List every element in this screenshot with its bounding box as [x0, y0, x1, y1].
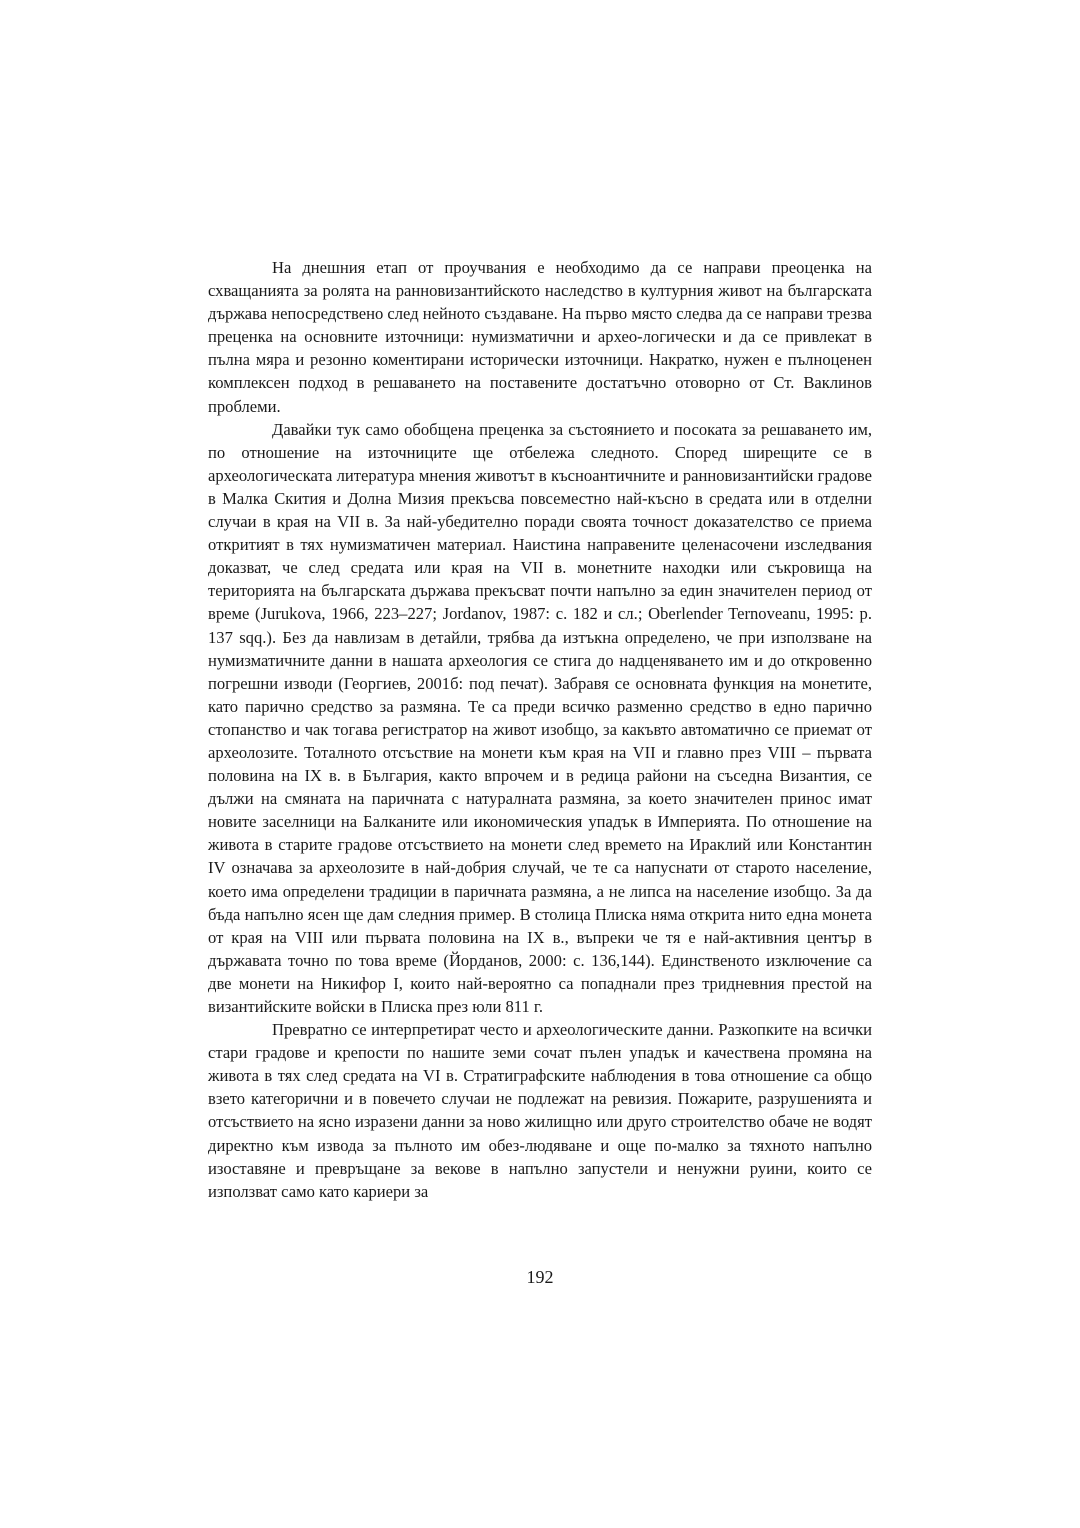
paragraph-3: Превратно се интерпретират често и археологическите данни. Разкопките на всички стари градове и крепости по нашите земи сочат пълен упадък и качествена промяна на живота в тях след средата на VI в. Стратиграфските наблюдения в това отношение са общо взето категорични и в повечето случаи не подлежат на ревизия. Пожарите, разрушенията и отсъствието на ясно изразени данни за ново жилищно или друго строителство обаче не водят директно към извода за пълното им обез-людяване и още по-малко за тяхното напълно изоставяне и превръщане за векове в напълно запустели и ненужни руини, които се използват само като кариери за — [208, 1020, 872, 1201]
body-text — [208, 256, 872, 1203]
page-number: 192 — [526, 1267, 554, 1287]
paragraph-2: Давайки тук само обобщена преценка за състоянието и посоката за решаването им, по отношение на източниците ще отбележа следното. Според ширещите се в археологическата литература мнения животът в късноантичните и ранновизантийски градове в Малка Скития и Долна Мизия прекъсва повсеместно най-късно в средата или в отделни случаи в края на VII в. За най-убедително поради своята точност доказателство се приема откритият в тях нумизматичен материал. Наистина направените целенасочени изследвания доказват, че след средата или края на VII в. монетните находки или съкровища на територията на българската държава прекъсват почти напълно за един значителен период от време (Jurukova, 1966, 223–227; Jordanov, 1987: с. 182 и сл.; Oberlender Ternoveanu, 1995: p. 137 sqq.). Без да навлизам в детайли, трябва да изтъкна определено, че при използване на нумизматичните данни в нашата археология се стига до надценяването им и до откровенно погрешни изводи (Георгиев, 2001б: под печат). Забравя се основната функция на монетите, като парично средство за размяна. Те са преди всичко разменно средство в едно парично стопанство и чак тогава регистратор на живот изобщо, за какъвто автоматично се приемат от археолозите. Тоталното отсъствие на монети към края на VII и главно през VIII – първата половина на IX в. в България, както впрочем и в редица райони на съседна Византия, се дължи на смяната на паричната с натуралната размяна, за което значителен принос имат новите заселници на Балканите или икономическия упадък в Империята. По отношение на живота в старите градове отсъствието на монети след времето на Ираклий или Константин IV означава за археолозите в най-добрия случай, че те са напуснати от старото население, което има определени традиции в паричната размяна, а не липса на население изобщо. За да бъда напълно ясен ще дам следния пример. В столица Плиска няма открита нито една монета от края на VIII или първата половина на IX в., въпреки че тя е най-активния център в държавата точно по това време (Йорданов, 2000: с. 136,144). Единственото изключение са две монети на Никифор I, които най-вероятно са попаднали през тридневния престой на византийските войски в Плиска през юли 811 г. — [208, 419, 872, 1016]
paragraph-1: На днешния етап от проучвания е необходимо да се направи преоценка на схващанията за ролята на ранновизантийското наследство в културния живот на българската държава непосредствено след нейното създаване. На първо място следва да се направи трезва преценка на основните източници: нумизматични и архео-логически и да се привлекат в пълна мяра и резонно коментирани исторически източници. Накратко, нужен е пълноценен комплексен подход в решаването на поставените достатъчно отоворно от Ст. Ваклинов проблеми. — [208, 258, 872, 416]
